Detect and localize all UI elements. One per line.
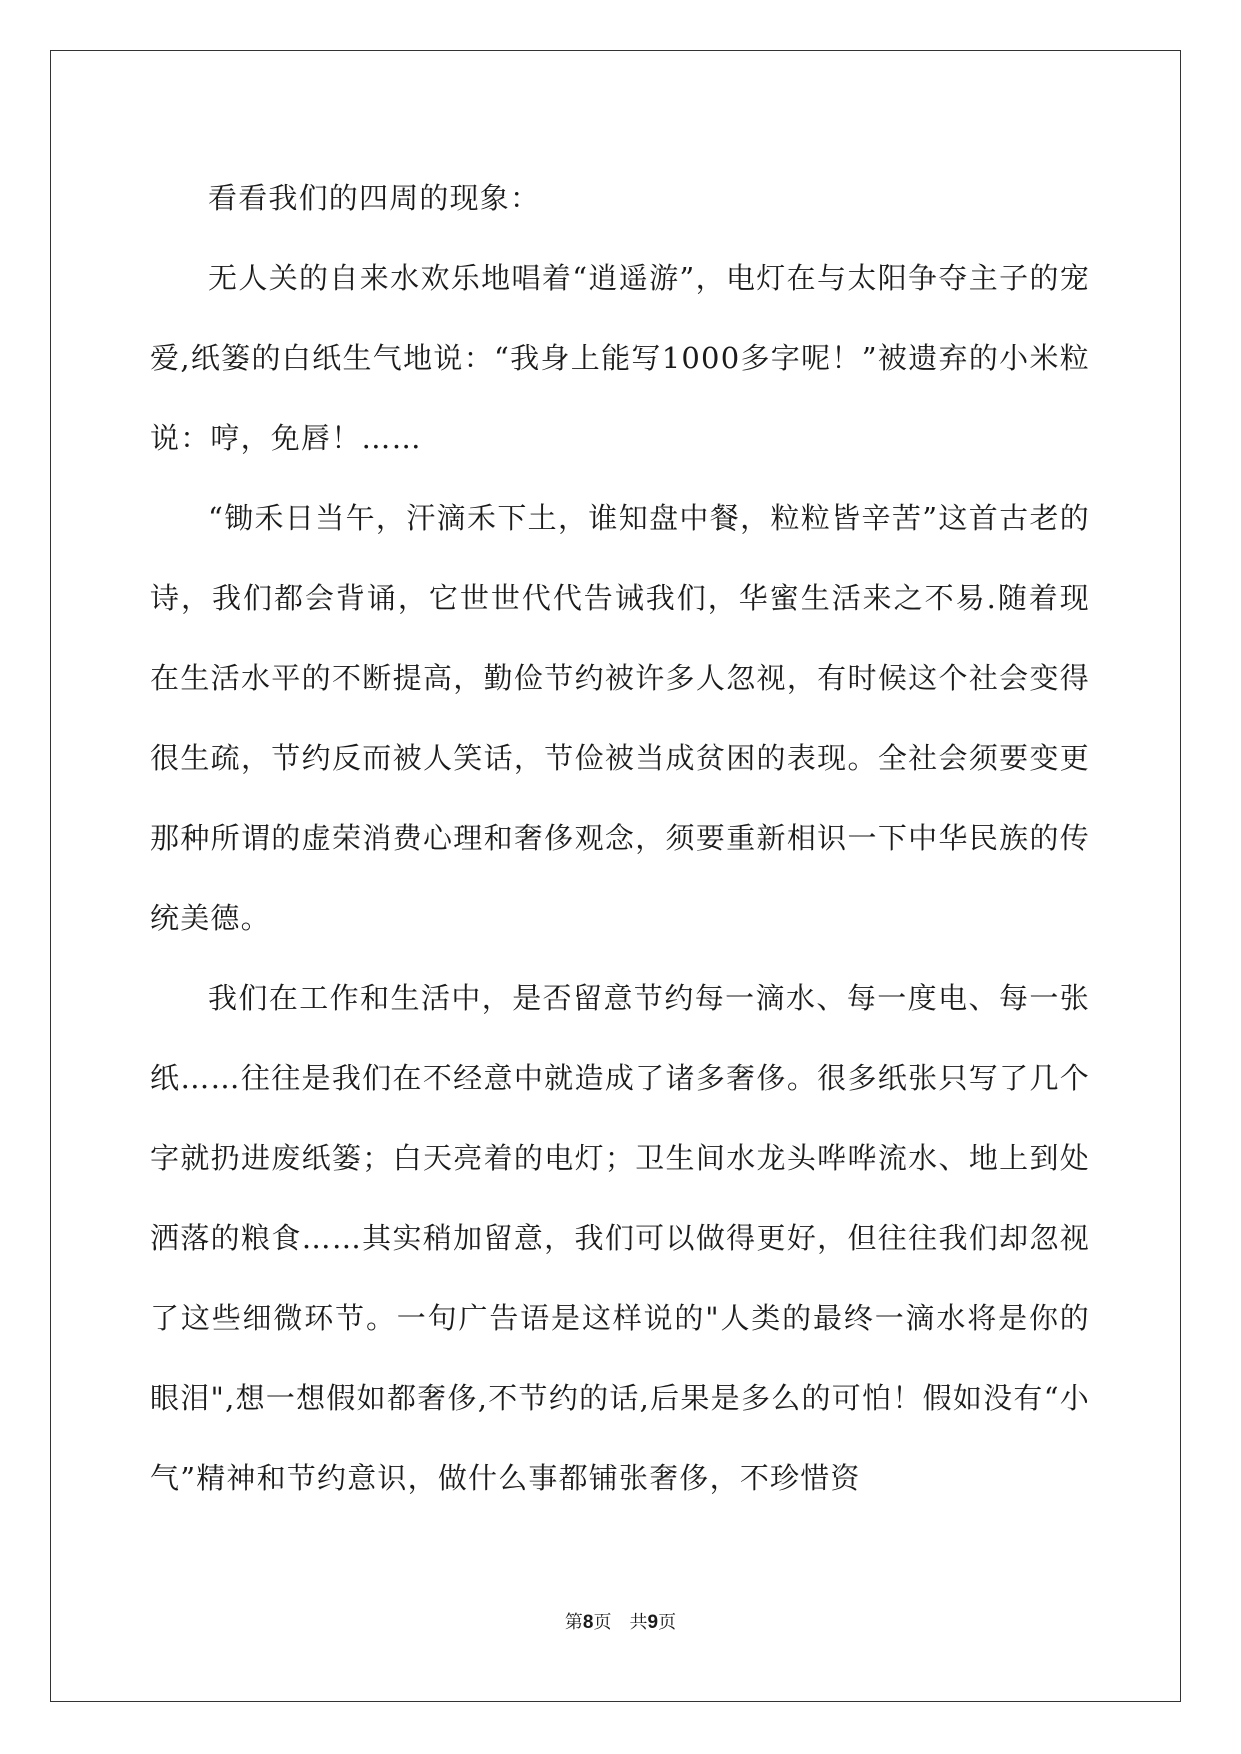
page-suffix: 页 xyxy=(593,1612,612,1633)
paragraph: 我们在工作和生活中，是否留意节约每一滴水、每一度电、每一张纸……往往是我们在不经意中就造成了诸多奢侈。很多纸张只写了几个字就扔进废纸篓；白天亮着的电灯；卫生间水龙头哗哗流水、地上到处洒落的粮食……其实稍加留意，我们可以做得更好，但往往我们却忽视了这些细微环节。一句广告语是这样说的"人类的最终一滴水将是你的眼泪",想一想假如都奢侈,不节约的话,后果是多么的可怕！假如没有“小气”精神和节约意识，做什么事都铺张奢侈，不珍惜资 xyxy=(150,981,1090,1495)
total-page-number: 9 xyxy=(647,1612,659,1633)
total-prefix: 共 xyxy=(629,1612,648,1633)
current-page-number: 8 xyxy=(582,1612,594,1633)
paragraph: “锄禾日当午，汗滴禾下土，谁知盘中餐，粒粒皆辛苦”这首古老的诗，我们都会背诵，它世世代代告诫我们，华蜜生活来之不易.随着现在生活水平的不断提高，勤俭节约被许多人忽视，有时候这个社会变得很生疏，节约反而被人笑话，节俭被当成贫困的表现。全社会须要变更那种所谓的虚荣消费心理和奢侈观念，须要重新相识一下中华民族的传统美德。 xyxy=(150,501,1090,935)
total-suffix: 页 xyxy=(658,1612,677,1633)
page-prefix: 第 xyxy=(564,1612,583,1633)
paragraph: 看看我们的四周的现象： xyxy=(208,181,541,215)
page-footer xyxy=(0,1608,1241,1634)
document-body xyxy=(150,158,1090,1518)
paragraph: 无人关的自来水欢乐地唱着“逍遥游”，电灯在与太阳争夺主子的宠爱,纸篓的白纸生气地说：“我身上能写1000多字呢！”被遗弃的小米粒说：哼，免唇！…… xyxy=(150,261,1090,455)
